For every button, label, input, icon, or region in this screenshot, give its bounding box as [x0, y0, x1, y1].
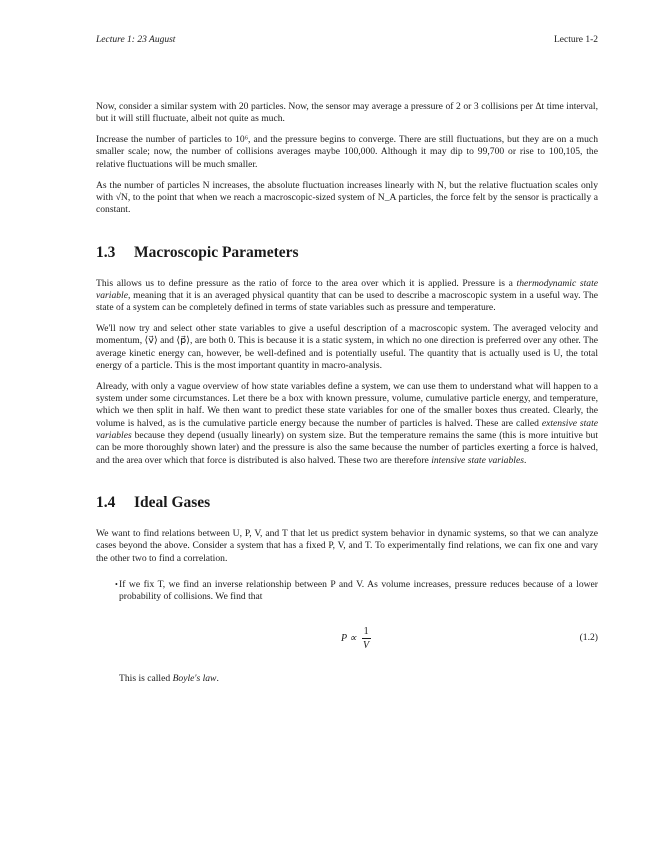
fraction	[362, 626, 371, 652]
equation-lhs: P ∝	[341, 633, 357, 645]
text-run: because they depend (usually linearly) on system size. But the temperature remains the same (this is more intuitive but can be more thoroughly shown later) and the pressure is also the same because the number of particles exerting a force is halved, and the area over which that force is distributed is also halved. These two are therefore	[96, 430, 598, 466]
emphasis: Boyle's law	[172, 673, 217, 685]
text-run: .	[523, 454, 527, 466]
paragraph: As the number of particles N increases, the absolute fluctuation increases linearly with N, but the relative fluctuation scales only with √N, to the point that when we reach a macroscopic-sized system of N_A particles, the force felt by the sensor is practically a constant.	[96, 179, 598, 216]
header-left: Lecture 1: 23 August	[96, 35, 176, 45]
list-item-text: If we fix T, we find an inverse relationship between P and V. As volume increases, pressure reduces because of a lower probability of collisions. We find that	[119, 578, 598, 603]
paragraph: We'll now try and select other state variables to give a useful description of a macroscopic system. The averaged velocity and momentum, ⟨v⃗⟩ and ⟨p⃗⟩, are both 0. This is because it is a static system, in which no one direction is preferred over any other. The average kinetic energy can, however, be well-defined and is potentially useful. The quantity that is actually used is U, the total energy of a particle. This is the most important quantity in macro-analysis.	[96, 323, 598, 371]
emphasis: extensive state variables	[96, 417, 599, 442]
emphasis: thermodynamic state variable	[96, 277, 598, 301]
text-run: Already, with only a vague overview of how state variables define a system, we can use them to understand what will happen to a system under some circumstances. Let there be a box with known pressure, volume, cumulative particle energy, and temperature, which we then split in half. We then want to predict these state variables for one of the smaller boxes thus created. Clearly, the volume is halved, as is the cumulative particle energy because the number of particles is halved. These are called	[96, 380, 598, 429]
paragraph	[96, 278, 598, 315]
section-title: Ideal Gases	[134, 493, 211, 511]
bullet-list	[96, 579, 598, 604]
paragraph	[96, 381, 598, 467]
section-number: 1.3	[96, 243, 116, 261]
paragraph: We want to find relations between U, P, V, and T that let us predict system behavior in dynamic systems, so that we can analyze cases beyond the above. Consider a system that has a fixed P, V, and T. To experimentally find relations, we can fix one and vary the other two to find a correlation.	[96, 527, 598, 564]
text-run: This allows us to define pressure as the ratio of force to the area over which it is applied. Pressure is a	[96, 277, 517, 289]
header-right: Lecture 1-2	[553, 35, 598, 45]
list-item	[96, 579, 598, 604]
document-body	[96, 101, 598, 694]
section-number: 1.4	[96, 493, 116, 511]
text-run: .	[216, 673, 219, 685]
paragraph: Increase the number of particles to 10⁶, and the pressure begins to converge. There are still fluctuations, but they are on a much smaller scale; now, the number of collisions averages maybe 100,000. Although it may dip to 99,700 or rise to 100,105, the relative fluctuations will be much smaller.	[96, 134, 598, 170]
section-title: Macroscopic Parameters	[134, 243, 299, 261]
paragraph	[96, 673, 598, 685]
bullet-icon: •	[115, 579, 118, 589]
denominator: V	[363, 640, 370, 652]
equation-body	[341, 619, 371, 659]
paragraph: Now, consider a similar system with 20 particles. Now, the sensor may average a pressure of 2 or 3 collisions per Δt time interval, but it will still fluctuate, albeit not quite as much.	[96, 101, 598, 125]
emphasis: intensive state variables	[431, 454, 524, 466]
text-run: This is called	[119, 673, 173, 685]
equation-number: (1.2)	[579, 632, 598, 644]
equation	[96, 619, 598, 659]
numerator: 1	[363, 626, 369, 638]
text-run: , meaning that it is an averaged physical quantity that can be used to describe a macroscopic system in a useful way. The state of a system can be completely defined in terms of state variables such as pressure and temperature.	[96, 289, 598, 314]
section-heading	[96, 244, 598, 262]
section-heading	[96, 494, 598, 512]
